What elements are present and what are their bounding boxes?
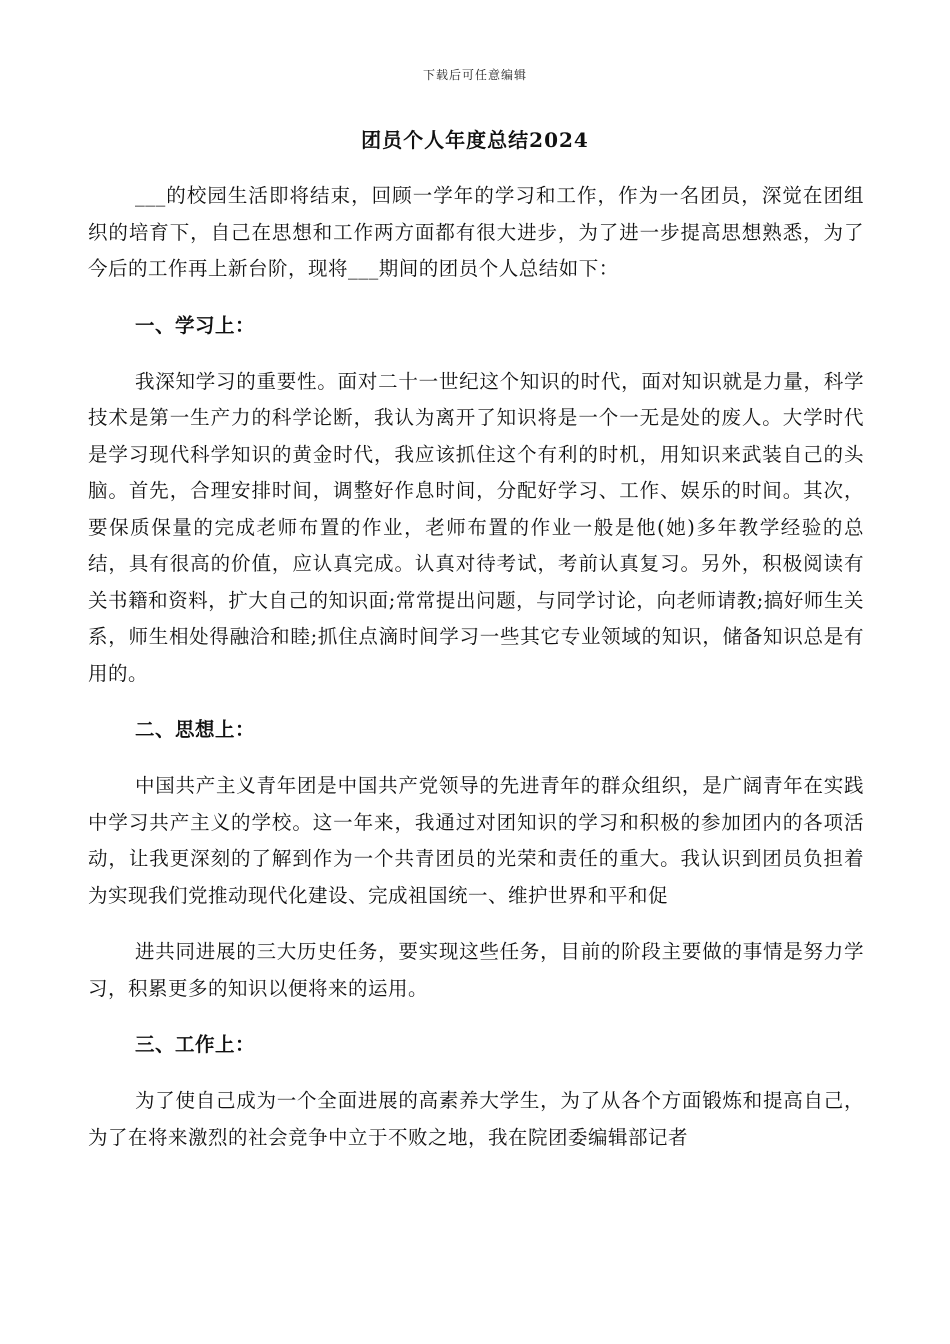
section-heading-study: 一、学习上： xyxy=(135,313,256,337)
document-title: 团员个人年度总结2024 xyxy=(361,128,589,152)
thought-paragraph-1: 中国共产主义青年团是中国共产党领导的先进青年的群众组织，是广阔青年在实践中学习共产主义的学校。这一年来，我通过对团知识的学习和积极的参加团内的各项活动，让我更深刻的了解到作为一个共青团员的光荣和责任的重大。我认识到团员负担着为实现我们党推动现代化建设、完成祖国统一、维护世界和平和促 xyxy=(88,774,864,907)
section-heading-thought: 二、思想上： xyxy=(135,718,256,741)
section-heading-work: 三、工作上： xyxy=(135,1033,256,1056)
document-body xyxy=(88,178,864,1176)
thought-paragraph-2: 进共同进展的三大历史任务，要实现这些任务，目前的阶段主要做的事情是努力学习，积累更多的知识以便将来的运用。 xyxy=(88,940,864,1000)
page-header-note: 下载后可任意编辑 xyxy=(422,68,527,82)
intro-paragraph: ___的校园生活即将结束，回顾一学年的学习和工作，作为一名团员，深觉在团组织的培育下，自己在思想和工作两方面都有很大进步，为了进一步提高思想熟悉，为了今后的工作再上新台阶，现将___期间的团员个人总结如下： xyxy=(88,184,864,280)
study-paragraph: 我深知学习的重要性。面对二十一世纪这个知识的时代，面对知识就是力量，科学技术是第一生产力的科学论断，我认为离开了知识将是一个一无是处的废人。大学时代是学习现代科学知识的黄金时代，我应该抓住这个有利的时机，用知识来武装自己的头脑。首先，合理安排时间，调整好作息时间，分配好学习、工作、娱乐的时间。其次，要保质保量的完成老师布置的作业，老师布置的作业一般是他(她)多年教学经验的总结，具有很高的价值，应认真完成。认真对待考试，考前认真复习。另外，积极阅读有关书籍和资料，扩大自己的知识面;常常提出问题，与同学讨论，向老师请教;搞好师生关系，师生相处得融洽和睦;抓住点滴时间学习一些其它专业领域的知识，储备知识总是有用的。 xyxy=(88,369,864,685)
work-paragraph: 为了使自己成为一个全面进展的高素养大学生，为了从各个方面锻炼和提高自己，为了在将来激烈的社会竞争中立于不败之地，我在院团委编辑部记者 xyxy=(88,1089,864,1149)
